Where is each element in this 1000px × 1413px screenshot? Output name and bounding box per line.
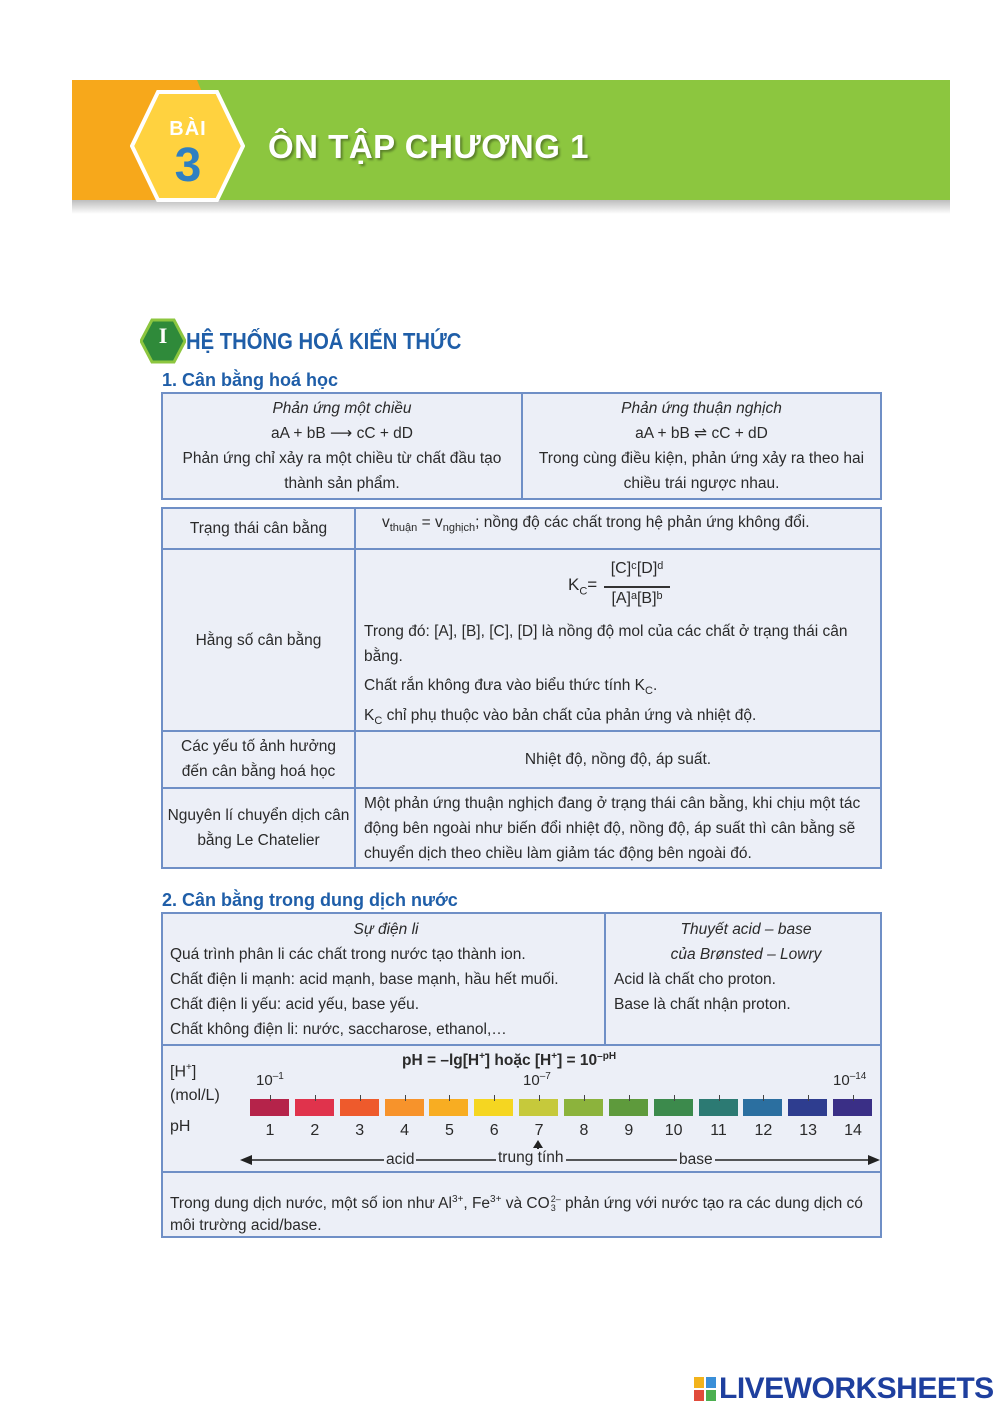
electrolysis-line: Chất điện li yếu: acid yếu, base yếu. (170, 996, 420, 1013)
section-number: I (158, 323, 168, 348)
electrolysis-line: Chất điện li mạnh: acid mạnh, base mạnh, hầu hết muối. (170, 971, 559, 988)
ion-note: Trong dung dịch nước, một số ion như $Al^{3+}$, $Fe^{3+}$ và CO 2– 3 phản ứng với nước tạo ra các dung dịch có môi trường acid/base. (170, 1194, 863, 1235)
ph-color-block (429, 1099, 468, 1116)
ph-value-label: 8 (579, 1122, 589, 1139)
kc-explanation-3: $K_C$ chỉ phụ thuộc vào bản chất của phản ứng và nhiệt độ. (364, 707, 757, 728)
reversible-title: Phản ứng thuận nghịch (621, 400, 782, 417)
ph-tick (270, 1095, 271, 1101)
one-way-description: Phản ứng chỉ xảy ra một chiều từ chất đầu tạo thành sản phẩm. (182, 450, 502, 492)
factors-label: Các yếu tố ảnh hưởng đến cân bằng hoá học (181, 738, 336, 780)
section-title: HỆ THỐNG HOÁ KIẾN THỨC (186, 328, 462, 354)
ph-value-label: 4 (400, 1122, 409, 1139)
ph-value-label: 5 (444, 1122, 454, 1139)
ph-color-block (385, 1099, 424, 1116)
ph-tick (763, 1095, 764, 1101)
ph-color-block (295, 1099, 334, 1116)
ph-value-label: 12 (754, 1122, 773, 1139)
ph-value-label: 6 (489, 1122, 499, 1139)
factors-value: Nhiệt độ, nồng độ, áp suất. (524, 751, 712, 768)
ph-color-block (474, 1099, 513, 1116)
ph-tick (853, 1095, 854, 1101)
ph-tick (719, 1095, 720, 1101)
ph-color-block (250, 1099, 289, 1116)
h-concentration-label: [H+] (170, 1062, 197, 1081)
ph-tick (494, 1095, 495, 1101)
chapter-title: ÔN TẬP CHƯƠNG 1 (268, 128, 589, 165)
kc-explanation-1: Trong đó: [A], [B], [C], [D] là nồng độ mol của các chất ở trạng thái cân bằng. (364, 623, 848, 665)
bronsted-line: Acid là chất cho proton. (614, 971, 776, 988)
bronsted-cell (614, 917, 878, 1017)
le-chatelier-label: Nguyên lí chuyển dịch cân bằng Le Chatelier (167, 807, 350, 849)
one-way-equation: aA + bB ⟶ cC + dD (270, 425, 414, 442)
ph-value-label: 3 (355, 1122, 365, 1139)
ph-value-label: 2 (310, 1122, 320, 1139)
electrolysis-line: Quá trình phân li các chất trong nước tạo thành ion. (170, 946, 526, 963)
subsection-title-solution: 2. Cân bằng trong dung dịch nước (162, 890, 458, 910)
bronsted-title-2: của Brønsted – Lowry (670, 946, 822, 963)
ph-value-label: 11 (710, 1122, 727, 1139)
ph-color-block (743, 1099, 782, 1116)
lesson-label: BÀI (169, 118, 207, 140)
ph-value-label: 14 (844, 1122, 862, 1139)
banner-shadow (72, 200, 950, 214)
ph-color-block (699, 1099, 738, 1116)
ph-tick (584, 1095, 585, 1101)
ph-value-label: 1 (265, 1122, 275, 1139)
one-way-title: Phản ứng một chiều (272, 400, 412, 417)
reversible-description: Trong cùng điều kiện, phản ứng xảy ra theo hai chiều trái ngược nhau. (538, 450, 865, 492)
ph-color-block (340, 1099, 379, 1116)
concentration-tick-label: $10^{-14}$ (833, 1071, 867, 1089)
ph-color-block (519, 1099, 558, 1116)
ph-tick (449, 1095, 450, 1101)
base-label: base (679, 1151, 713, 1168)
neutral-label: trung tính (498, 1149, 564, 1166)
ph-formula: pH = –lg[H+] hoặc $[H^+] = 10^{-pH}$ (402, 1051, 617, 1070)
le-chatelier-value: Một phản ứng thuận nghịch đang ở trạng thái cân bằng, khi chịu một tác động bên ngoài như biến đổi nhiệt độ, nồng độ, áp suất thì cân bằng sẽ chuyển dịch theo chiều làm giảm tác động bên ngoài đó. (364, 795, 861, 862)
kc-denominator: [A]ᵃ[B]ᵇ (611, 590, 663, 607)
ph-label: pH (170, 1118, 191, 1135)
ph-color-block (654, 1099, 693, 1116)
electrolysis-line: Chất không điện li: nước, saccharose, ethanol,… (170, 1021, 507, 1038)
unit-label: (mol/L) (170, 1087, 220, 1104)
ph-color-block (609, 1099, 648, 1116)
equilibrium-arrow-icon: ⇌ (694, 425, 708, 442)
ph-tick (808, 1095, 809, 1101)
acid-label: acid (386, 1151, 415, 1168)
ph-color-block (564, 1099, 603, 1116)
subsection-title-equilibrium: 1. Cân bằng hoá học (162, 370, 339, 390)
ph-tick (629, 1095, 630, 1101)
kc-explanation-2: Chất rắn không đưa vào biểu thức tính $K_C$. (364, 677, 658, 698)
ph-value-label: 7 (534, 1122, 544, 1139)
ph-value-label: 9 (624, 1122, 634, 1139)
equilibrium-constant-label: Hằng số cân bằng (195, 632, 322, 649)
ph-tick (315, 1095, 316, 1101)
bronsted-title-1: Thuyết acid – base (680, 921, 812, 938)
ph-tick (360, 1095, 361, 1101)
kc-formula: $K_C=$ [C]ᶜ[D]ᵈ [A]ᵃ[B]ᵇ (568, 560, 688, 616)
liveworksheets-logo[interactable] (694, 1372, 994, 1406)
liveworksheets-text: LIVEWORKSHEETS (719, 1372, 994, 1405)
ph-value-label: 10 (664, 1122, 683, 1139)
equilibrium-state-label: Trạng thái cân bằng (189, 520, 328, 537)
ph-color-block (788, 1099, 827, 1116)
electrolysis-title: Sự điện li (353, 921, 419, 938)
concentration-tick-label: $10^{-1}$ (256, 1071, 284, 1089)
lesson-number: 3 (174, 139, 202, 192)
concentration-tick-label: $10^{-7}$ (523, 1071, 551, 1089)
reversible-equation: aA + bB ⇌ cC + dD (635, 425, 768, 442)
liveworksheets-icon (694, 1377, 716, 1401)
equilibrium-state-value: $v_{thuận} = v_{nghịch}$; nồng độ các chất trong hệ phản ứng không đổi. (382, 514, 810, 535)
reversible-reaction-cell (523, 396, 880, 496)
ph-tick (674, 1095, 675, 1101)
ph-value-label: 13 (799, 1122, 818, 1139)
ph-tick (539, 1095, 540, 1101)
electrolysis-cell (170, 917, 602, 1042)
forward-arrow-icon: ⟶ (330, 425, 353, 442)
one-way-reaction-cell (163, 396, 521, 496)
ph-color-block (833, 1099, 872, 1116)
bronsted-line: Base là chất nhận proton. (614, 996, 791, 1013)
kc-numerator: [C]ᶜ[D]ᵈ (610, 560, 664, 577)
ph-tick (405, 1095, 406, 1101)
